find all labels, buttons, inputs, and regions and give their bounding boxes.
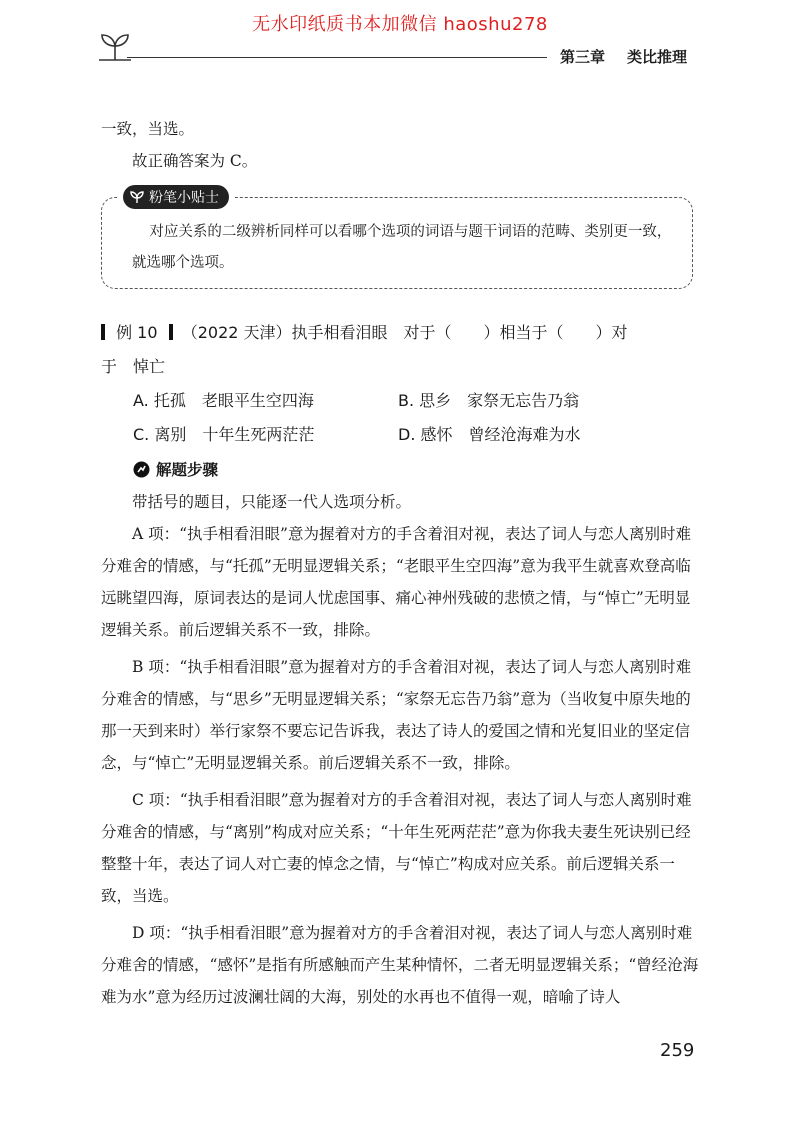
solution-d: D 项：“执手相看泪眼”意为握着对方的手含着泪对视，表达了词人与恋人离别时难分难舍的情感，“感怀”是指有所感触而产生某种情怀，二者无明显逻辑关系；“曾经沧海难为水”意为经历过波澜壮阔的大海，别处的水再也不值得一观，暗喻了诗人 (101, 924, 699, 1006)
question-tag: 例 10 (116, 323, 158, 342)
option-a: A. 托孤 老眼平生空四海 (133, 391, 314, 410)
solution-intro: 带括号的题目，只能逐一代人选项分析。 (132, 493, 412, 511)
option-b: B. 思乡 家祭无忘告乃翁 (398, 391, 580, 410)
question-line-1 (101, 320, 628, 343)
solution-heading: 解题步骤 (133, 458, 218, 480)
tag-bar-left (101, 324, 105, 340)
question-line-2: 于 悼亡 (101, 357, 166, 376)
intro-line-2: 故正确答案为 C。 (132, 152, 258, 170)
option-c: C. 离别 十年生死两茫茫 (133, 425, 315, 444)
solution-c: C 项：“执手相看泪眼”意为握着对方的手含着泪对视，表达了词人与恋人离别时难分难舍的情感，与“离别”构成对应关系；“十年生死两茫茫”意为你我夫妻生死诀别已经整整十年，表达了词人对亡妻的悼念之情，与“悼亡”构成对应关系。前后逻辑关系一致，当选。 (101, 791, 692, 905)
chapter-title: 类比推理 (627, 48, 688, 66)
option-d: D. 感怀 曾经沧海难为水 (398, 425, 581, 444)
intro-line-1: 一致，当选。 (101, 120, 195, 138)
header-rule (127, 57, 547, 58)
question-text: （2022 天津）执手相看泪眼 对于（ ）相当于（ ）对 (181, 323, 628, 342)
solution-a: A 项：“执手相看泪眼”意为握着对方的手含着泪对视，表达了词人与恋人离别时难分难舍的情感，与“托孤”无明显逻辑关系；“老眼平生空四海”意为我平生就喜欢登高临远眺望四海，原词表达的是词人忧虑国事、痛心神州残破的悲愤之情，与“悼亡”无明显逻辑关系。前后逻辑关系不一致，排除。 (101, 525, 691, 639)
tip-label (117, 185, 235, 209)
watermark-text: 无水印纸质书本加微信 haoshu278 (252, 14, 548, 35)
solution-b: B 项：“执手相看泪眼”意为握着对方的手含着泪对视，表达了词人与恋人离别时难分难舍的情感，与“思乡”无明显逻辑关系；“家祭无忘告乃翁”意为（当收复中原失地的那一天到来时）举行家祭不要忘记告诉我，表达了诗人的爱国之情和光复旧业的坚定信念，与“悼亡”无明显逻辑关系。前后逻辑关系不一致，排除。 (101, 658, 692, 772)
page-number: 259 (660, 1040, 695, 1061)
sprout-icon (97, 30, 133, 64)
chapter-header (560, 46, 687, 67)
sprout-icon (129, 190, 145, 204)
tip-label-text: 粉笔小贴士 (149, 190, 219, 206)
chapter-number: 第三章 (560, 48, 606, 66)
tip-text: 对应关系的二级辨析同样可以看哪个选项的词语与题干词语的范畴、类别更一致，就选哪个选项。 (132, 224, 672, 271)
tag-bar-right (169, 324, 173, 340)
steps-icon (133, 461, 150, 478)
